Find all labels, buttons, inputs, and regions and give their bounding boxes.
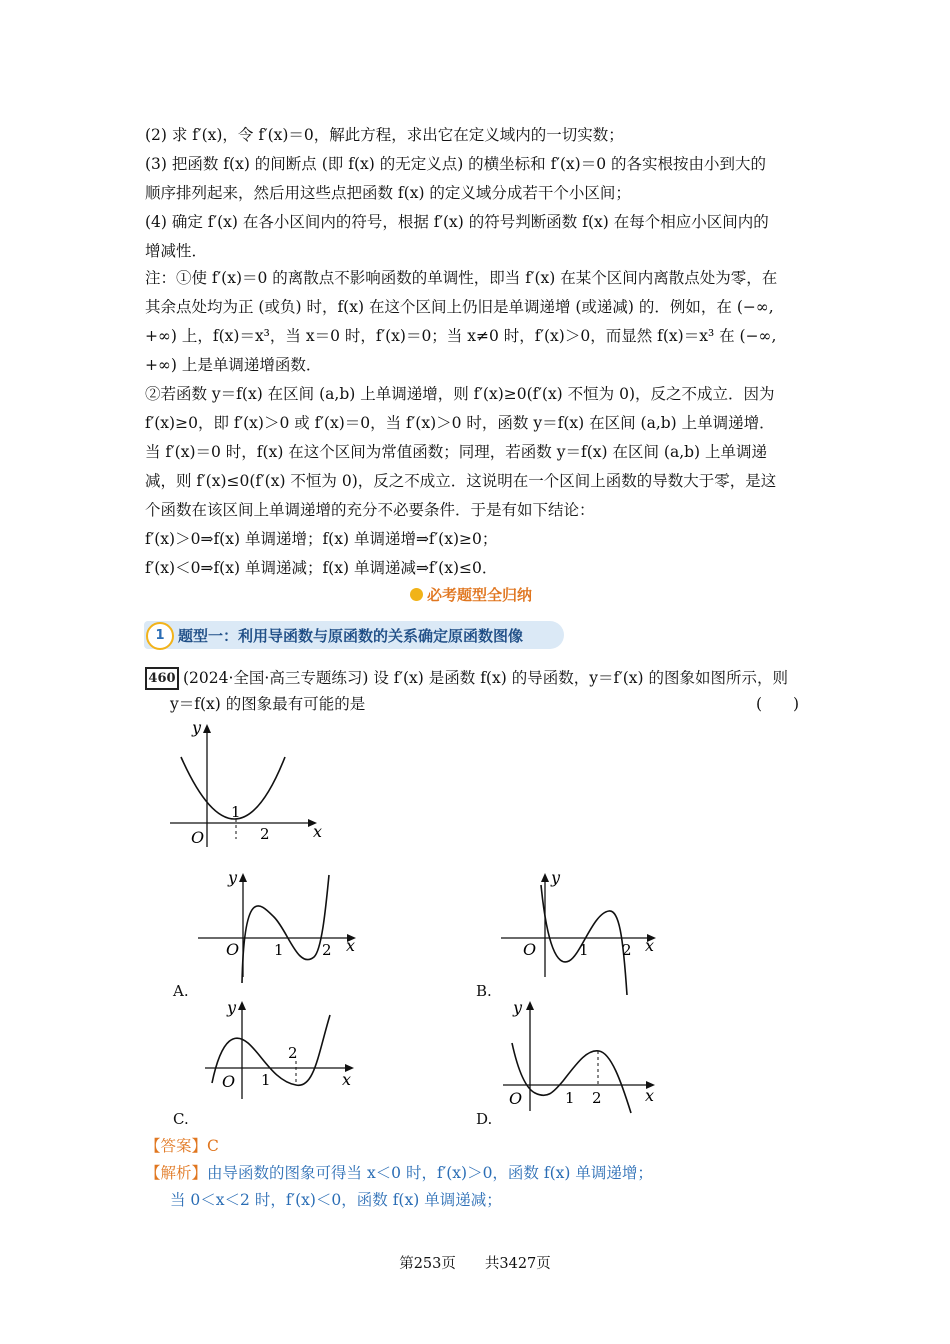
option-a-graph (190, 865, 360, 985)
x-label: x (346, 936, 356, 955)
note-8: 减，则 f′(x)≤0(f′(x) 不恒为 0)，反之不成立．这说明在一个区间上函数的导数大于零，是这 (145, 472, 777, 490)
paragraph-3: 顺序排列起来，然后用这些点把函数 f(x) 的定义域分成若干个小区间； (145, 184, 631, 202)
note-6: f′(x)≥0，即 f′(x)＞0 或 f′(x)＝0，当 f′(x)＞0 时，函数 y＝f(x) 在区间 (a,b) 上单调递增． (145, 414, 775, 432)
paragraph-4: (4) 确定 f′(x) 在各小区间内的符号，根据 f′(x) 的符号判断函数 f(x) 在每个相应小区间内的 (145, 213, 769, 231)
option-d-label[interactable]: D. (476, 1110, 493, 1128)
answer-value: C (207, 1137, 219, 1155)
tick-1: 1 (261, 1071, 271, 1089)
note-1: 注：①使 f′(x)＝0 的离散点不影响函数的单调性，即当 f′(x) 在某个区间内离散点处为零，在 (145, 269, 778, 287)
y-arrow-icon (239, 873, 247, 882)
conclusion-2: f′(x)＜0⇒f(x) 单调递减；f(x) 单调递减⇒f′(x)≤0． (145, 559, 498, 577)
analysis-line-1 (145, 1163, 653, 1183)
tick-1: 1 (231, 803, 241, 821)
tick-2: 2 (260, 825, 270, 843)
conclusion-1: f′(x)＞0⇒f(x) 单调递增；f(x) 单调递增⇒f′(x)≥0； (145, 530, 498, 548)
page-footer: 第253页 共3427页 (399, 1256, 551, 1272)
x-label: x (645, 1086, 655, 1105)
paragraph-5: 增减性． (145, 242, 208, 260)
y-arrow-icon (203, 724, 211, 733)
option-a-label[interactable]: A. (173, 982, 189, 1000)
tick-2: 2 (288, 1044, 298, 1062)
option-c-graph (200, 995, 365, 1105)
y-label: y (228, 868, 238, 887)
option-b-label[interactable]: B. (476, 982, 492, 1000)
question-line-2: y＝f(x) 的图象最有可能的是 (170, 695, 366, 713)
origin-label: O (509, 1089, 523, 1108)
topic-title: 题型一：利用导函数与原函数的关系确定原函数图像 (178, 627, 524, 645)
origin-label: O (523, 940, 537, 959)
answer-paren: ( ) (756, 695, 800, 713)
derivative-graph (165, 715, 325, 855)
topic-number-badge: 1 (146, 622, 174, 650)
origin-label: O (226, 940, 240, 959)
paragraph-1: (2) 求 f′(x)，令 f′(x)＝0，解此方程，求出它在定义域内的一切实数； (145, 126, 624, 144)
option-b-curve (541, 885, 627, 995)
option-a-curve (242, 875, 329, 983)
x-label: x (313, 822, 323, 841)
tick-1: 1 (274, 941, 284, 959)
y-label: y (513, 998, 523, 1017)
note-5: ②若函数 y＝f(x) 在区间 (a,b) 上单调递增，则 f′(x)≥0(f′(x) 不恒为 0)，反之不成立．因为 (145, 385, 775, 403)
tick-1: 1 (565, 1089, 575, 1107)
analysis-text-1: 由导函数的图象可得当 x＜0 时，f′(x)＞0，函数 f(x) 单调递增； (207, 1164, 653, 1182)
origin-label: O (191, 828, 205, 847)
y-label: y (551, 868, 561, 887)
note-4: +∞) 上是单调递增函数． (145, 356, 322, 374)
analysis-line-2: 当 0＜x＜2 时，f′(x)＜0，函数 f(x) 单调递减； (170, 1191, 502, 1209)
sun-icon (410, 588, 423, 601)
tick-2: 2 (322, 941, 332, 959)
question-number: 460 (145, 667, 179, 690)
tick-2: 2 (592, 1089, 602, 1107)
x-label: x (645, 936, 655, 955)
answer-line (145, 1136, 219, 1156)
y-arrow-icon (541, 873, 549, 882)
y-label: y (192, 718, 202, 737)
y-label: y (227, 998, 237, 1017)
section-title-text: 必考题型全归纳 (427, 586, 533, 604)
tick-1: 1 (579, 941, 589, 959)
option-c-label[interactable]: C. (173, 1110, 189, 1128)
x-label: x (342, 1070, 352, 1089)
answer-label: 【答案】 (145, 1137, 208, 1155)
note-9: 个函数在该区间上单调递增的充分不必要条件．于是有如下结论： (145, 501, 595, 519)
origin-label: O (222, 1072, 236, 1091)
paragraph-2: (3) 把函数 f(x) 的间断点 (即 f(x) 的无定义点) 的横坐标和 f′(x)＝0 的各实根按由小到大的 (145, 155, 766, 173)
option-b-graph (495, 865, 665, 1000)
note-2: 其余点处均为正 (或负) 时，f(x) 在这个区间上仍旧是单调递增 (或递减) 的．例如，在 (−∞, (145, 298, 774, 316)
option-d-graph (497, 993, 662, 1118)
tick-2: 2 (622, 941, 632, 959)
note-7: 当 f′(x)＝0 时，f(x) 在这个区间为常值函数；同理，若函数 y＝f(x) 在区间 (a,b) 上单调递 (145, 443, 768, 461)
y-arrow-icon (526, 1001, 534, 1010)
topic-banner (144, 621, 564, 649)
section-title (410, 584, 532, 605)
analysis-label: 【解析】 (145, 1164, 208, 1182)
question-line-1: (2024·全国·高三专题练习) 设 f′(x) 是函数 f(x) 的导函数，y＝f′(x) 的图象如图所示，则 (183, 669, 788, 687)
y-arrow-icon (238, 1001, 246, 1010)
note-3: +∞) 上，f(x)＝x³，当 x＝0 时，f′(x)＝0；当 x≠0 时，f′(x)＞0，而显然 f(x)＝x³ 在 (−∞, (145, 327, 777, 345)
